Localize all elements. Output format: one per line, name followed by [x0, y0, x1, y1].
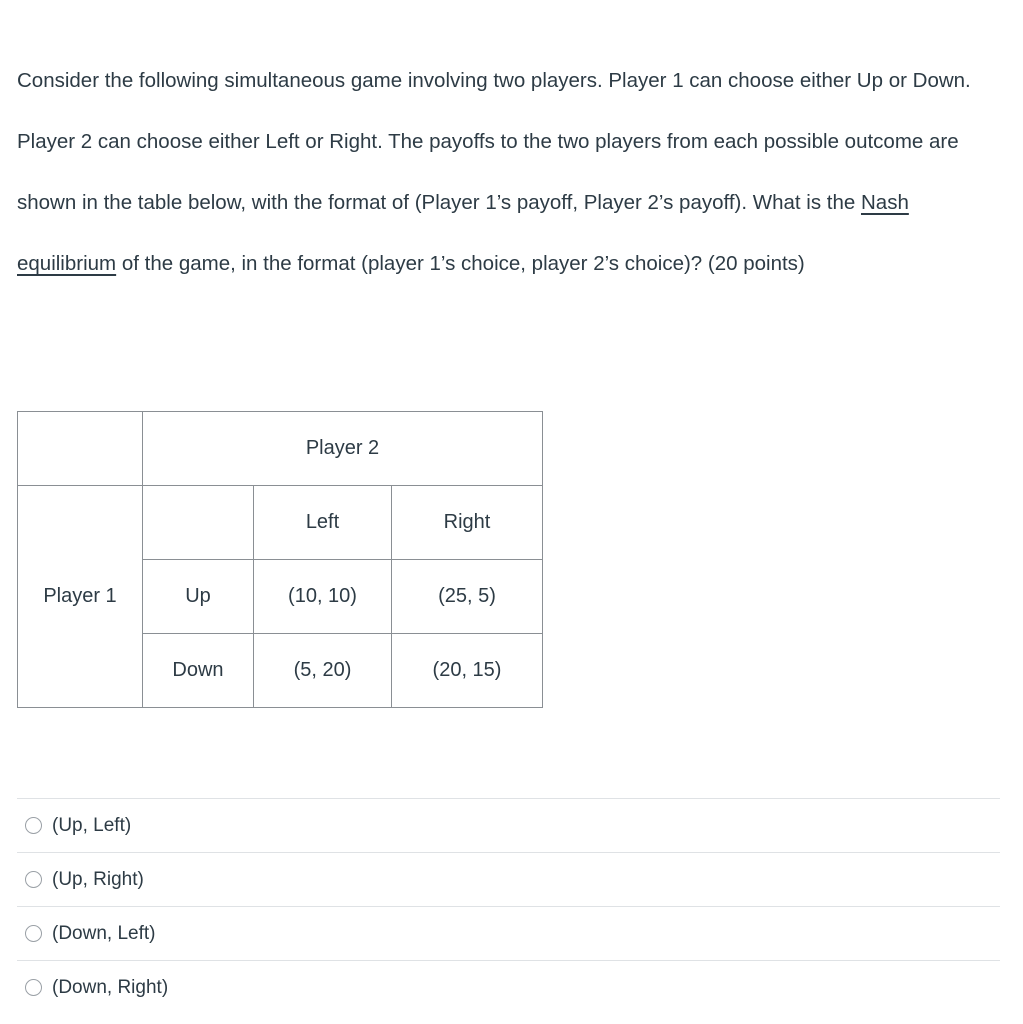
answer-option-down-left[interactable] [17, 906, 1000, 960]
payoff-down-left: (5, 20) [254, 634, 392, 708]
radio-button[interactable] [25, 817, 42, 834]
payoff-down-right: (20, 15) [392, 634, 543, 708]
player1-header: Player 1 [18, 486, 143, 708]
question-text-part-1: Consider the following simultaneous game involving two players. Player 1 can choose either Up or Down. Player 2 can choose either Left or Right. The payoffs to the two players from each possible outcome are shown in the table below, with the format of (Player 1’s payoff, Player 2’s payoff). What is the [17, 69, 971, 214]
column-header-left: Left [254, 486, 392, 560]
nash-equilibrium-link[interactable]: Nash equilibrium [17, 191, 909, 275]
column-header-right: Right [392, 486, 543, 560]
player2-header: Player 2 [143, 412, 543, 486]
payoff-up-left: (10, 10) [254, 560, 392, 634]
question-text-part-2: of the game, in the format (player 1’s choice, player 2’s choice)? (20 points) [116, 252, 805, 275]
radio-button[interactable] [25, 979, 42, 996]
row-header-up: Up [143, 560, 254, 634]
payoff-table [17, 411, 543, 708]
answer-choices [17, 798, 1000, 1014]
question-text [17, 50, 1007, 294]
radio-button[interactable] [25, 871, 42, 888]
answer-label[interactable]: (Down, Right) [52, 976, 169, 998]
payoff-up-right: (25, 5) [392, 560, 543, 634]
answer-label[interactable]: (Up, Right) [52, 868, 144, 890]
answer-option-up-left[interactable] [17, 798, 1000, 852]
row-header-down: Down [143, 634, 254, 708]
answer-label[interactable]: (Down, Left) [52, 922, 156, 944]
answer-option-up-right[interactable] [17, 852, 1000, 906]
table-empty-corner [18, 412, 143, 486]
radio-button[interactable] [25, 925, 42, 942]
answer-label[interactable]: (Up, Left) [52, 814, 132, 836]
answer-option-down-right[interactable] [17, 960, 1000, 1014]
table-empty-cell [143, 486, 254, 560]
